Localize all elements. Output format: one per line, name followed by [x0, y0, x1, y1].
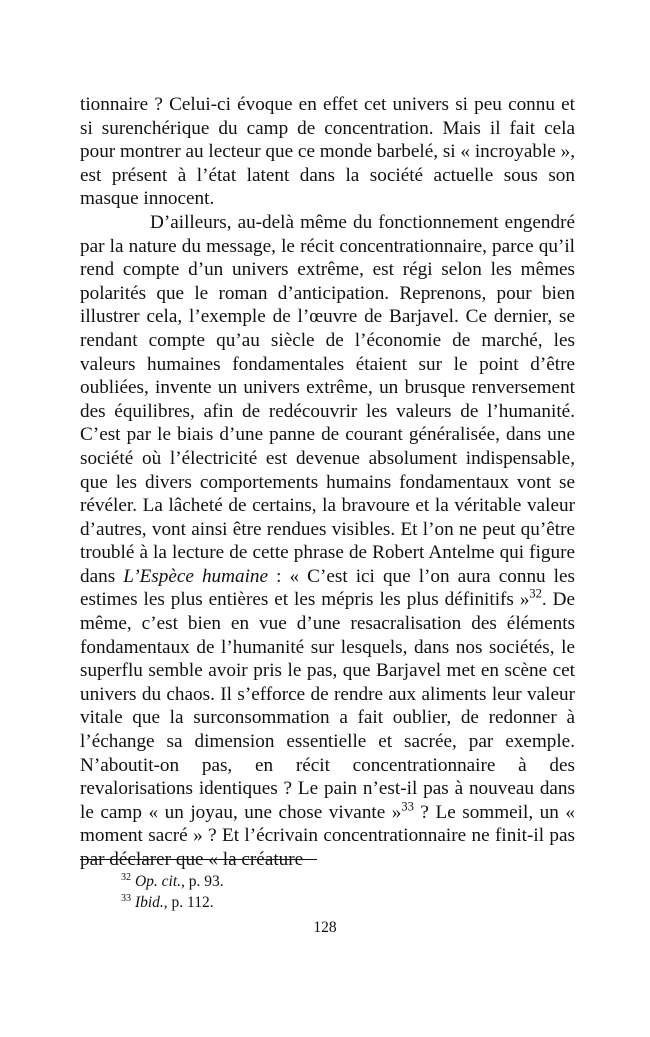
paragraph-1-text: tionnaire ? Celui-ci évoque en effet cet univers si peu connu et si surenchérique du camp de concentration. Mais il fait cela pour montrer au lecteur que ce monde barbelé, si « incroyable », est présent à l’état latent dans la société actuelle sous son masque innocent.: [80, 94, 575, 210]
paragraph-2-text-c: . De même, c’est bien en vue d’une resacralisation des éléments fondamentaux de l’humanité sur lesquels, dans nos sociétés, le superflu semble avoir pris le pas, que Barjavel met en scène cet univers du chaos. Il s’efforce de rendre aux aliments leur valeur vitale que la surconsommation a fait oublier, de redonner à l’échange sa dimension essentielle et sacrée, par exemple. N’aboutit-on pas, en récit concentrationnaire à des revalorisations identiques ? Le pain n’est-il pas à nouveau dans le camp « un joyau, une chose vivante »: [80, 589, 575, 823]
footnote-ref-32[interactable]: 32: [529, 587, 542, 602]
book-title: L’Espèce humaine: [123, 565, 269, 587]
paragraph-1: [80, 93, 575, 211]
paragraph-2-text-a: D’ailleurs, au-delà même du fonctionnement engendré par la nature du message, le récit concentrationnaire, parce qu’il rend compte d’un univers extrême, est régi selon les mêmes polarités que le roman d’anticipation. Reprenons, pour bien illustrer cela, l’exemple de l’œuvre de Barjavel. Ce dernier, se rendant compte qu’au siècle de l’économie de marché, les valeurs humaines fondamentales étaient sur le point d’être oubliées, invente un univers extrême, un brusque renversement des équilibres, afin de redécouvrir les valeurs de l’humanité. C’est par le biais d’une panne de courant généralisée, dans une société où l’électricité est devenue absolument indispensable, que les divers comportements humains fondamentaux vont se révéler. La lâcheté de certains, la bravoure et la véritable valeur d’autres, vont ainsi être rendues visibles. Et l’on ne peut qu’être troublé à la lecture de cette phrase de Robert Antelme qui figure dans: [80, 211, 575, 587]
footnote-33: [121, 892, 224, 913]
footnote-number: 32: [121, 871, 132, 883]
footnote-ref-text: Op. cit.: [134, 873, 181, 890]
footnote-divider: [80, 859, 317, 860]
footnote-ref-33[interactable]: 33: [401, 799, 414, 814]
paragraph-2: [80, 211, 575, 872]
footnote-number: 33: [121, 892, 132, 904]
footnote-page-text: , p. 93.: [181, 873, 224, 890]
page-number: 128: [313, 919, 337, 936]
paragraph-2-text-b: : « C’est ici que l’on aura connu les estimes les plus entières et les mépris les plus définitifs »: [80, 565, 575, 611]
footnote-ref-text: Ibid.: [134, 894, 164, 911]
paragraph-2-text-d: ? Le sommeil, un « moment sacré » ? Et l’écrivain concentrationnaire ne finit-il pas par déclarer que « la créature: [80, 801, 575, 870]
page-body: [80, 93, 575, 872]
footnote-32: [121, 871, 224, 892]
footnotes: [121, 871, 224, 913]
footnote-page-text: , p. 112.: [163, 894, 214, 911]
